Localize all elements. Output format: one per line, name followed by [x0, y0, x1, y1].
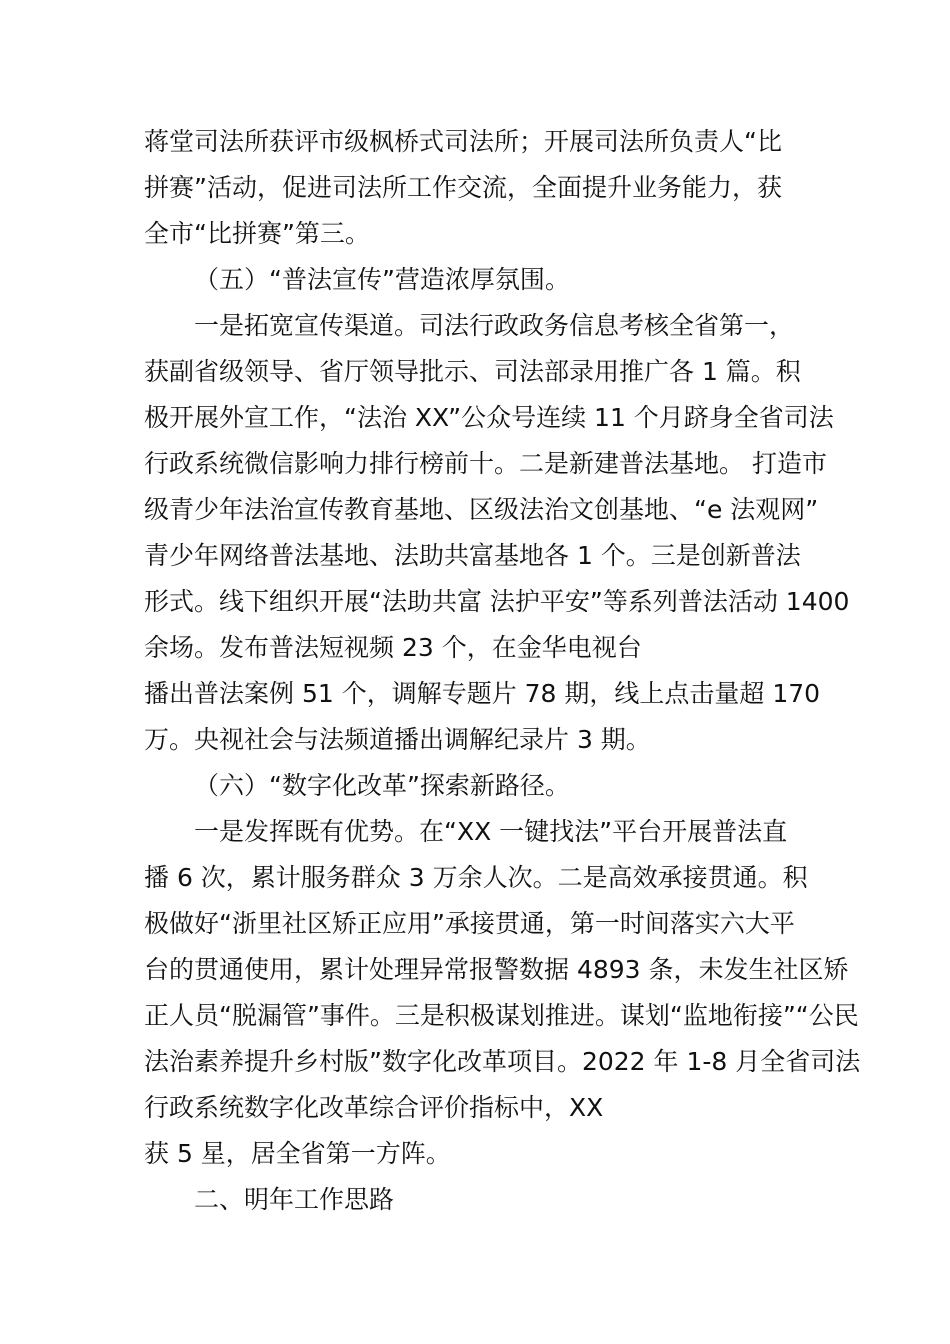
- paragraph-line: 青少年网络普法基地、法助共富基地各 1 个。三是创新普法: [144, 541, 801, 570]
- paragraph-line: 行政系统微信影响力排行榜前十。二是新建普法基地。 打造市: [144, 449, 827, 478]
- paragraph-line: 播出普法案例 51 个，调解专题片 78 期，线上点击量超 170: [144, 679, 821, 708]
- paragraph-line: 万。央视社会与法频道播出调解纪录片 3 期。: [144, 725, 651, 754]
- paragraph-line: 播 6 次，累计服务群众 3 万余人次。二是高效承接贯通。积: [144, 863, 808, 892]
- section-heading-2: 二、明年工作思路: [194, 1185, 395, 1214]
- paragraph-line: 级青少年法治宣传教育基地、区级法治文创基地、“e 法观网”: [144, 495, 819, 524]
- paragraph-line: 台的贯通使用，累计处理异常报警数据 4893 条，未发生社区矫: [144, 955, 849, 984]
- paragraph-line: 获 5 星，居全省第一方阵。: [144, 1139, 451, 1168]
- paragraph-line: 一是拓宽宣传渠道。司法行政政务信息考核全省第一，: [194, 311, 795, 340]
- paragraph-line: 形式。线下组织开展“法助共富 法护平安”等系列普法活动 1400: [144, 587, 850, 616]
- paragraph-line: 获副省级领导、省厅领导批示、司法部录用推广各 1 篇。积: [144, 357, 801, 386]
- paragraph-line: 正人员“脱漏管”事件。三是积极谋划推进。谋划“监地衔接”“公民: [144, 1001, 859, 1030]
- paragraph-line: 极开展外宣工作，“法治 XX”公众号连续 11 个月跻身全省司法: [144, 403, 834, 432]
- paragraph-line: 余场。发布普法短视频 23 个，在金华电视台: [144, 633, 642, 662]
- section-heading-6: （六）“数字化改革”探索新路径。: [194, 771, 570, 800]
- paragraph-line: 行政系统数字化改革综合评价指标中，XX: [144, 1093, 604, 1122]
- paragraph-line: 极做好“浙里社区矫正应用”承接贯通，第一时间落实六大平: [144, 909, 795, 938]
- paragraph-line: 一是发挥既有优势。在“XX 一键找法”平台开展普法直: [194, 817, 788, 846]
- paragraph-line: 法治素养提升乡村版”数字化改革项目。2022 年 1-8 月全省司法: [144, 1047, 861, 1076]
- paragraph-line: 全市“比拼赛”第三。: [144, 219, 370, 248]
- paragraph-line: 蒋堂司法所获评市级枫桥式司法所；开展司法所负责人“比: [144, 127, 782, 156]
- section-heading-5: （五）“普法宣传”营造浓厚氛围。: [194, 265, 570, 294]
- paragraph-line: 拼赛”活动，促进司法所工作交流，全面提升业务能力，获: [144, 173, 782, 202]
